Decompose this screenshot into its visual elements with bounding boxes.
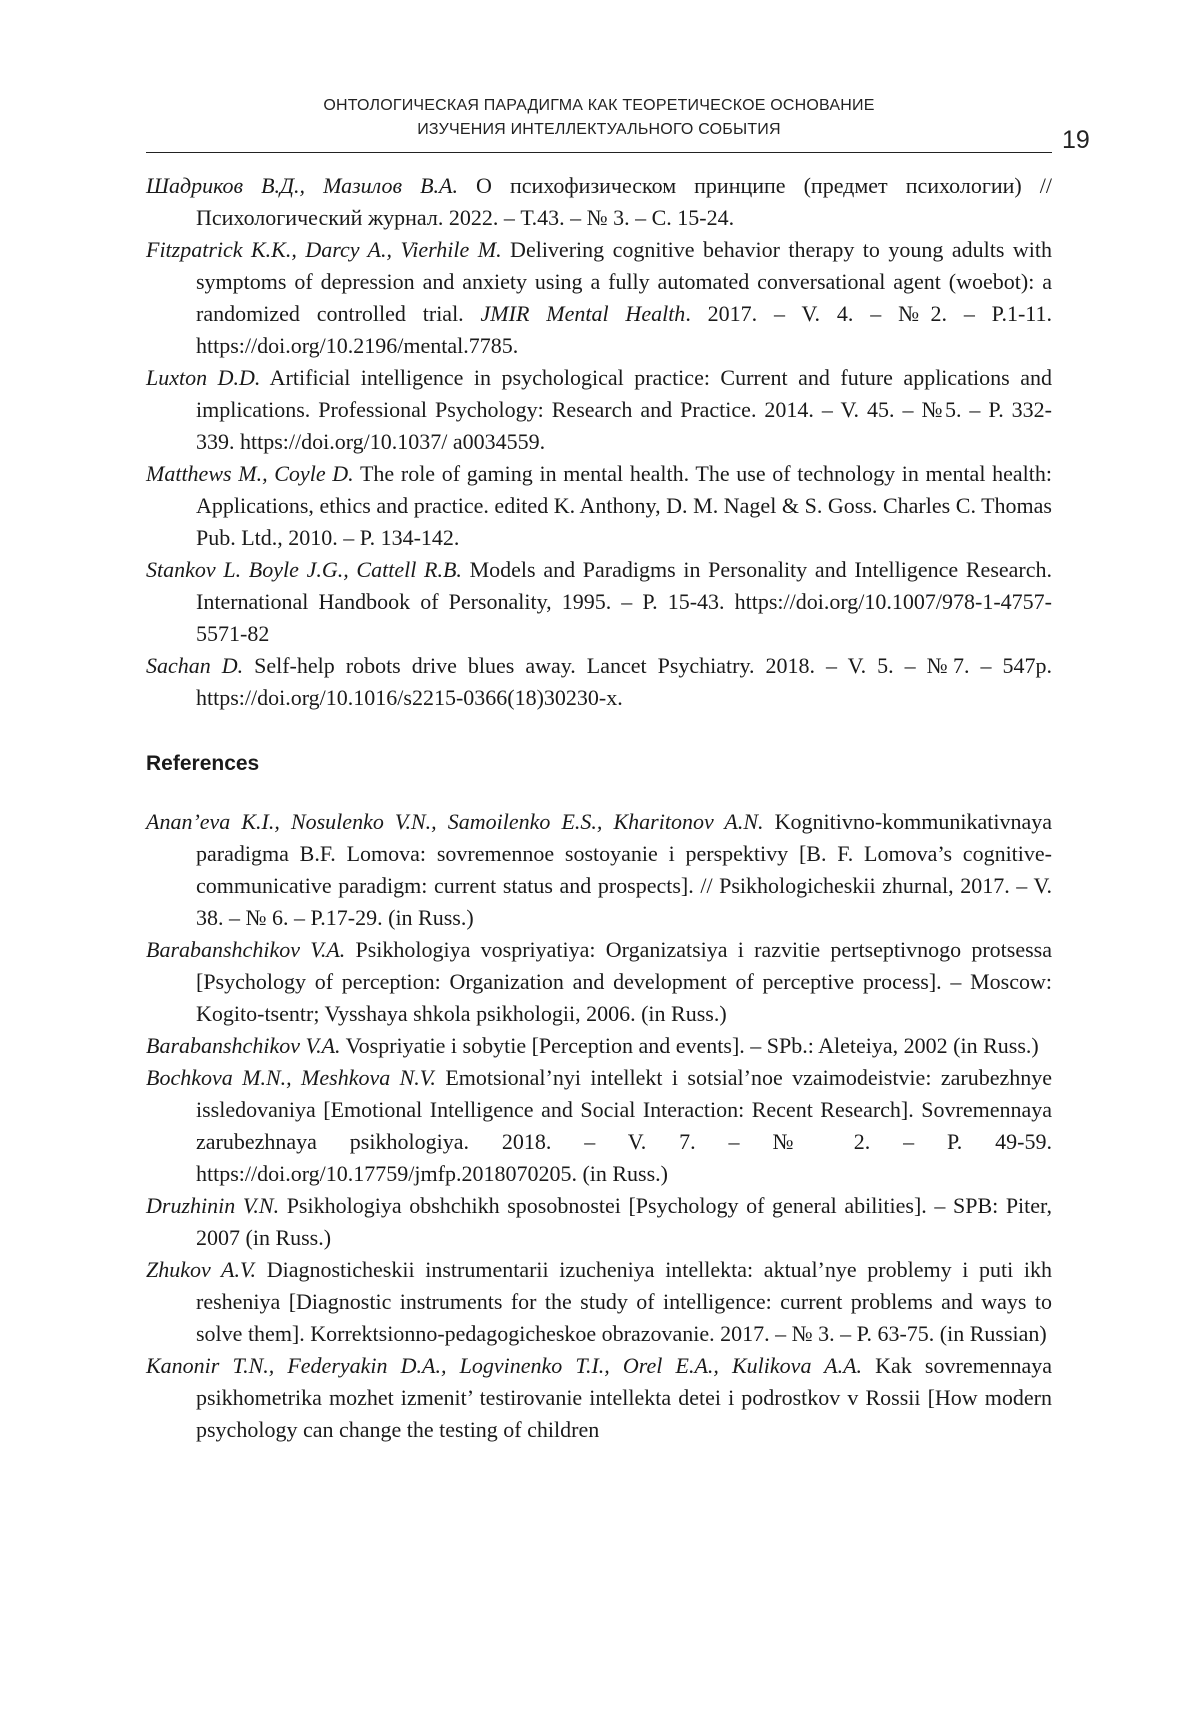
header-rule xyxy=(146,152,1052,153)
reference-authors: Zhukov A.V. xyxy=(146,1257,257,1282)
reference-entry xyxy=(146,362,1052,458)
reference-authors: Fitzpatrick K.K., Darcy A., Vierhile M. xyxy=(146,237,502,262)
running-header-line-2: ИЗУЧЕНИЯ ИНТЕЛЛЕКТУАЛЬНОГО СОБЫТИЯ xyxy=(417,121,781,138)
reference-authors: Kanonir T.N., Federyakin D.A., Logvinenko T.I., Orel E.A., Kulikova A.A. xyxy=(146,1353,863,1378)
reference-entry xyxy=(146,806,1052,934)
reference-text: Artificial intelligence in psychological practice: Current and future applications and implications. Professional Psychology: Research and Practice. 2014. – V. 45. – №5. – P. 332-339. https://doi.org/10.1037/ a0034559. xyxy=(196,365,1052,454)
reference-text: The role of gaming in mental health. The use of technology in mental health: Applications, ethics and practice. edited K. Anthony, D. M. Nagel & S. Goss. Charles C. Thomas Pub. Ltd., 2010. – P. 134-142. xyxy=(196,461,1052,550)
reference-authors: Matthews M., Coyle D. xyxy=(146,461,354,486)
reference-authors: Luxton D.D. xyxy=(146,365,261,390)
reference-text: Delivering cognitive behavior therapy to young adults with symptoms of depression and anxiety using a fully automated conversational agent (woebot): a randomized controlled trial. xyxy=(196,237,1052,326)
reference-authors: Barabanshchikov V.A. xyxy=(146,937,346,962)
reference-authors: Druzhinin V.N. xyxy=(146,1193,280,1218)
running-header xyxy=(146,94,1052,142)
reference-text: Self-help robots drive blues away. Lancet Psychiatry. 2018. – V. 5. – №7. – 547p. https://doi.org/10.1016/s2215-0366(18)30230-x. xyxy=(196,653,1052,710)
reference-authors: Sachan D. xyxy=(146,653,244,678)
reference-entry xyxy=(146,234,1052,362)
reference-authors: Шадриков В.Д., Мазилов В.А. xyxy=(146,173,458,198)
reference-entry xyxy=(146,1030,1052,1062)
reference-authors: Anan’eva K.I., Nosulenko V.N., Samoilenko E.S., Kharitonov A.N. xyxy=(146,809,764,834)
running-header-line-1: ОНТОЛОГИЧЕСКАЯ ПАРАДИГМА КАК ТЕОРЕТИЧЕСКОЕ ОСНОВАНИЕ xyxy=(323,97,875,114)
reference-text: О психофизическом принципе (предмет психологии) // Психологический журнал. 2022. – Т.43. – № 3. – С. 15-24. xyxy=(196,173,1053,230)
references-heading: References xyxy=(146,752,260,775)
reference-entry xyxy=(146,554,1052,650)
reference-journal: JMIR Mental Health xyxy=(480,301,686,326)
reference-text: Psikhologiya obshchikh sposobnostei [Psychology of general abilities]. – SPB: Piter, 2007 (in Russ.) xyxy=(196,1193,1052,1250)
reference-body xyxy=(146,170,1052,1446)
reference-text: Diagnosticheskii instrumentarii izucheniya intellekta: aktual’nye problemy i puti ikh resheniya [Diagnostic instruments for the study of intelligence: current problems and ways to solve them]. Korrektsionno-pedagogicheskoe obrazovanie. 2017. – № 3. – P. 63-75. (in Russian) xyxy=(196,1257,1052,1346)
reference-text: Emotsional’nyi intellekt i sotsial’noe vzaimodeistvie: zarubezhnye issledovaniya [Emotional Intelligence and Social Interaction: Recent Research]. Sovremennaya zarubezhnaya psikhologiya. 2018. – V. 7. – № 2. – P. 49-59. https://doi.org/10.17759/jmfp.2018070205. (in Russ.) xyxy=(196,1065,1052,1186)
page-number: 19 xyxy=(1062,126,1090,154)
reference-text: Kognitivno-kommunikativnaya paradigma B.F. Lomova: sovremennoe sostoyanie i perspektivy [B. F. Lomova’s cognitive-communicative paradigm: current status and prospects]. // Psikhologicheskii zhurnal, 2017. – V. 38. – № 6. – P.17-29. (in Russ.) xyxy=(196,809,1052,930)
reference-entry xyxy=(146,1350,1052,1446)
reference-entry xyxy=(146,170,1052,234)
reference-entry xyxy=(146,1190,1052,1254)
reference-authors: Barabanshchikov V.A. xyxy=(146,1033,341,1058)
reference-entry xyxy=(146,1254,1052,1350)
reference-text: Vospriyatie i sobytie [Perception and events]. – SPb.: Aleteiya, 2002 (in Russ.) xyxy=(340,1033,1039,1058)
reference-entry xyxy=(146,650,1052,714)
reference-text: Models and Paradigms in Personality and Intelligence Research. International Handbook of Personality, 1995. – P. 15-43. https://doi.org/10.1007/978-1-4757-5571-82 xyxy=(196,557,1053,646)
reference-authors: Bochkova M.N., Meshkova N.V. xyxy=(146,1065,436,1090)
reference-text-after: . 2017. – V. 4. – №2. – P.1-11. https://doi.org/10.2196/mental.7785. xyxy=(196,301,1052,358)
reference-entry xyxy=(146,1062,1052,1190)
reference-authors: Stankov L. Boyle J.G., Cattell R.B. xyxy=(146,557,462,582)
reference-text: Kak sovremennaya psikhometrika mozhet izmenit’ testirovanie intellekta detei i podrostkov v Rossii [How modern psychology can change the testing of children xyxy=(196,1353,1052,1442)
reference-entry xyxy=(146,934,1052,1030)
reference-entry xyxy=(146,458,1052,554)
reference-text: Psikhologiya vospriyatiya: Organizatsiya i razvitie pertseptivnogo protsessa [Psychology of perception: Organization and development of perceptive process]. – Moscow: Kogito-tsentr; Vysshaya shkola psikhologii, 2006. (in Russ.) xyxy=(196,937,1053,1026)
